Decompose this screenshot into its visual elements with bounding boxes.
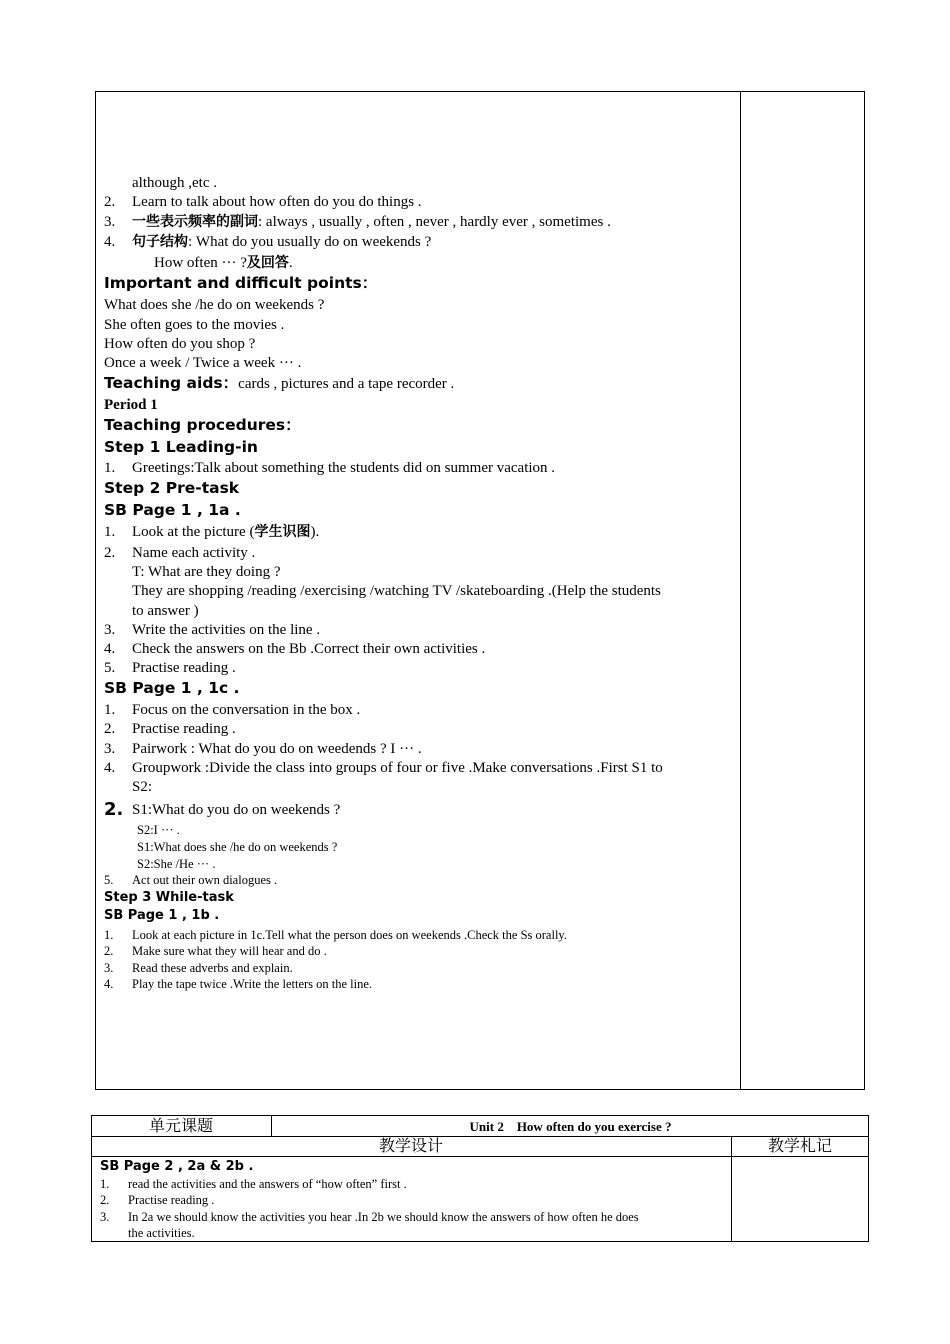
teaching-aids: Teaching aids：cards , pictures and a tape recorder . — [104, 374, 455, 392]
objective-text: How often ··· ?及回答. — [154, 255, 293, 271]
important-line: Once a week / Twice a week ··· . — [104, 355, 302, 371]
sb2-heading: SB Page 2 , 2a & 2b . — [100, 1159, 254, 1174]
sb1c-item-text: S2: — [132, 779, 153, 795]
sb1c-heading: SB Page 1 , 1c . — [104, 679, 240, 697]
dialogue-line: S2:I ··· . — [137, 823, 180, 837]
dialogue-line: S1:What does she /he do on weekends ? — [137, 840, 338, 854]
act-out-num: 5. — [104, 873, 114, 887]
lower-item-text: read the activities and the answers of “how often” first . — [128, 1177, 407, 1191]
important-line: How often do you shop ? — [104, 336, 256, 352]
sb1a-item-num: 3. — [104, 622, 116, 638]
important-line: What does she /he do on weekends ? — [104, 297, 325, 313]
sb1c-item-num: 1. — [104, 702, 116, 718]
period-label: Period 1 — [104, 397, 158, 413]
sb1c-item-num: 2. — [104, 721, 116, 737]
design-label: 教学设计 — [378, 1136, 443, 1155]
act-out-text: Act out their own dialogues . — [132, 873, 278, 887]
sb1a-item-num: 2. — [104, 545, 116, 561]
sb1c-item-text: Pairwork : What do you do on weedends ? I ··· . — [132, 741, 422, 757]
objective-text: Learn to talk about how often do you do things . — [132, 194, 422, 210]
lower-item-num: 2. — [100, 1193, 110, 1207]
step1-heading: Step 1 Leading-in — [104, 438, 258, 456]
sb1c-item-num: 4. — [104, 760, 116, 776]
objective-text: 一些表示频率的副词: always , usually , often , never , hardly ever , sometimes . — [132, 214, 611, 230]
topic-label: 单元课题 — [148, 1116, 213, 1135]
sb1a-item-text: Look at the picture (学生识图). — [132, 524, 320, 540]
sb1a-item-text: Write the activities on the line . — [132, 622, 321, 638]
objective-continuation: although ,etc . — [132, 175, 217, 191]
sb1b-item-num: 4. — [104, 977, 114, 991]
sb1c-item-text: Focus on the conversation in the box . — [132, 702, 361, 718]
sb1a-item-text: They are shopping /reading /exercising /watching TV /skateboarding .(Help the students — [132, 583, 661, 599]
sb1a-item-text: T: What are they doing ? — [132, 564, 281, 580]
topic-value: Unit 2 How often do you exercise ? — [469, 1119, 672, 1134]
sb1b-item-text: Make sure what they will hear and do . — [132, 944, 327, 958]
sb1c-item-num: 3. — [104, 741, 116, 757]
step1-item-text: Greetings:Talk about something the students did on summer vacation . — [132, 460, 556, 476]
sb1a-item-num: 5. — [104, 660, 116, 676]
sb1a-item-text: to answer ) — [132, 603, 199, 619]
sb1b-item-text: Read these adverbs and explain. — [132, 961, 293, 975]
objective-item: 3. — [104, 214, 116, 230]
objective-item: 4. — [104, 234, 116, 250]
important-line: She often goes to the movies . — [104, 317, 285, 333]
objective-text: 句子结构: What do you usually do on weekends ? — [132, 234, 432, 250]
sb1a-heading: SB Page 1 , 1a . — [104, 501, 241, 519]
sb1b-item-text: Play the tape twice .Write the letters on the line. — [132, 977, 373, 991]
sb1b-item-text: Look at each picture in 1c.Tell what the person does on weekends .Check the Ss orally. — [132, 928, 567, 942]
sb1b-item-num: 1. — [104, 928, 114, 942]
lower-item-num: 3. — [100, 1210, 110, 1224]
row-divider — [91, 1156, 869, 1157]
objective-item: 2. — [104, 194, 116, 210]
sb1c-item-text: Groupwork :Divide the class into groups of four or five .Make conversations .First S1 to — [132, 760, 663, 776]
lower-item-text: the activities. — [128, 1226, 195, 1240]
step2-heading: Step 2 Pre-task — [104, 479, 240, 497]
sb1a-item-num: 4. — [104, 641, 116, 657]
procedures-heading: Teaching procedures： — [104, 416, 301, 434]
sb1a-item-text: Name each activity . — [132, 545, 256, 561]
important-heading: Important and difficult points： — [104, 274, 378, 292]
notes-label: 教学札记 — [767, 1136, 832, 1155]
sb1b-heading: SB Page 1 , 1b . — [104, 908, 220, 923]
lower-item-text: Practise reading . — [128, 1193, 215, 1207]
sb1a-item-num: 1. — [104, 524, 116, 540]
row-divider — [91, 1136, 869, 1137]
notes-column-divider — [740, 91, 741, 1090]
dialogue-line: S1:What do you do on weekends ? — [132, 802, 341, 818]
step1-item-num: 1. — [104, 460, 116, 476]
sb1a-item-text: Check the answers on the Bb .Correct their own activities . — [132, 641, 486, 657]
dialogue-num: 2. — [104, 799, 124, 820]
dialogue-line: S2:She /He ··· . — [137, 857, 216, 871]
lower-item-text: In 2a we should know the activities you hear .In 2b we should know the answers of how often he does — [128, 1210, 639, 1224]
sb1c-item-text: Practise reading . — [132, 721, 236, 737]
step3-heading: Step 3 While-task — [104, 890, 234, 905]
sb1a-item-text: Practise reading . — [132, 660, 236, 676]
sb1b-item-num: 2. — [104, 944, 114, 958]
lower-item-num: 1. — [100, 1177, 110, 1191]
sb1b-item-num: 3. — [104, 961, 114, 975]
